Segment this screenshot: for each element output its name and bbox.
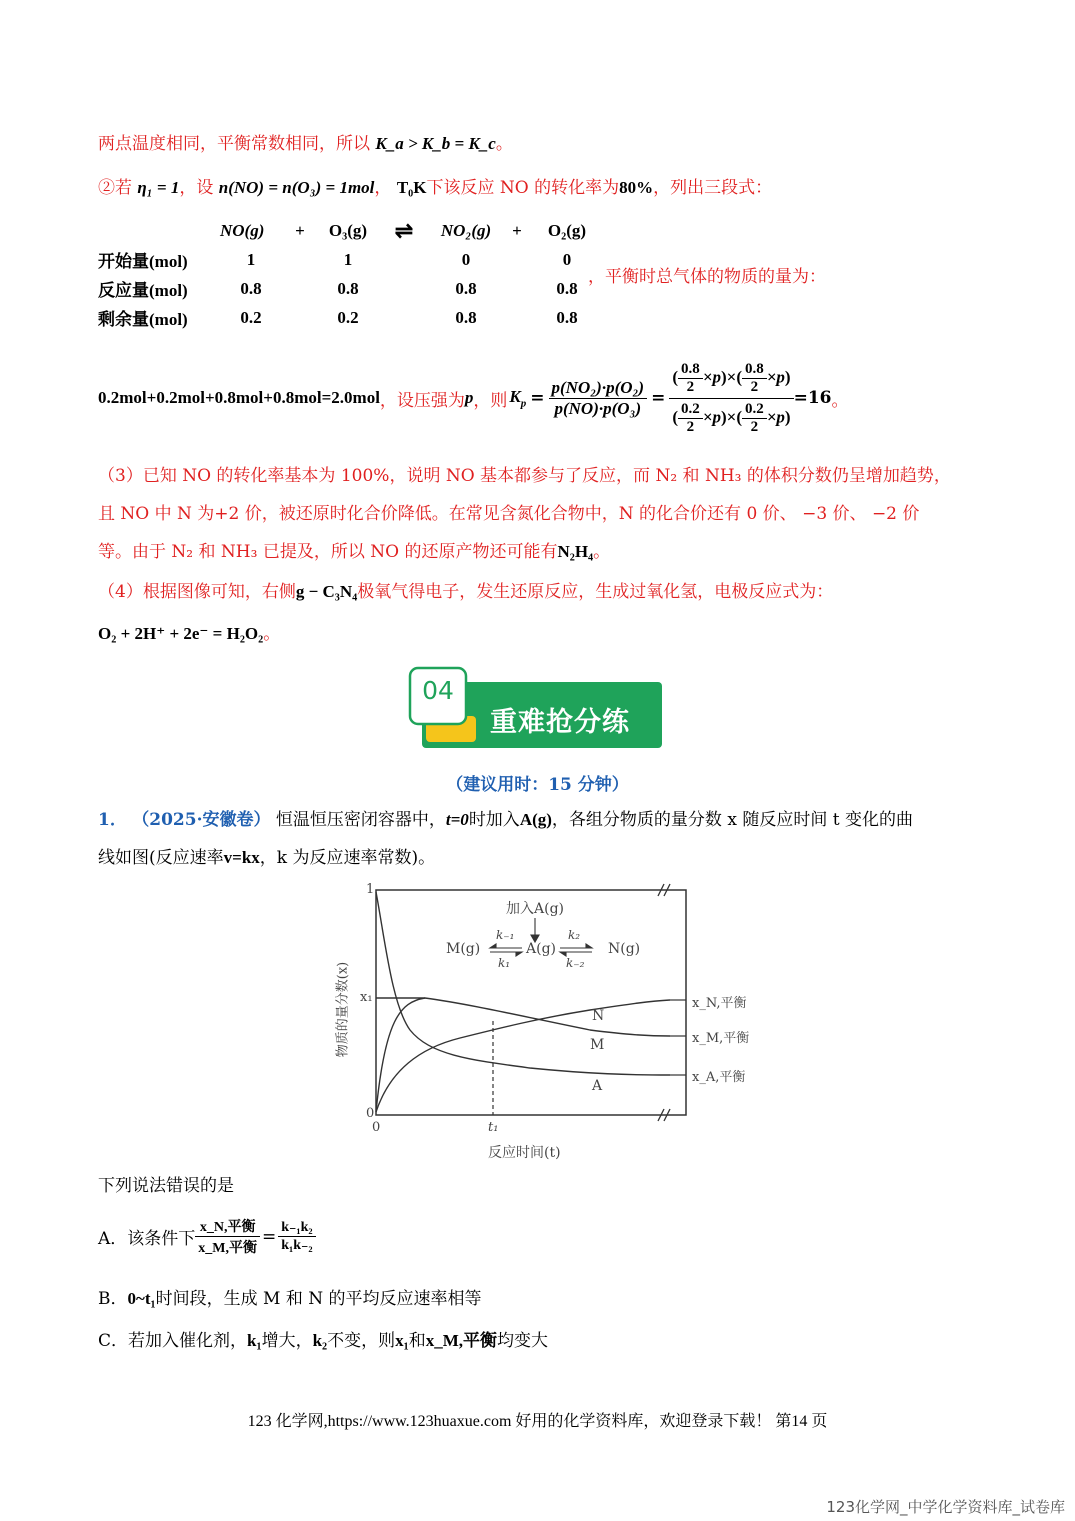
gc3n4: g − C₃N₄ [295,582,358,601]
y-tick-0: 0 [366,1106,375,1121]
curve-a-line [376,892,670,1075]
curve-n-label: N [592,1008,605,1024]
question-line-1: 1． （2025·安徽卷） 恒温恒压密闭容器中，t=0时加入A(g)，各组分物质的量分数 x 随反应时间 t 变化的曲 [98,810,913,830]
k-1: k₁ [498,956,511,970]
kp-value-fraction: ( $\frac{0.8}{2}$ ×p)×( $\frac{0.8}{2}$ ×p) ( $\frac{0.2}{2}$ ×p)×( $\frac{0.2}{2}$ ×p) [669,359,793,438]
para4-line1: （4）根据图像可知，右侧g − C₃N₄极氧气得电子，发生还原反应，生成过氧化氢，电极反应式为： [98,582,834,602]
equilibrium-arrow: ⇌ [394,217,414,243]
question-source: （2025·安徽卷） [132,810,271,830]
sum-expr: 0.2mol+0.2mol+0.8mol+0.8mol=2.0mol [98,388,380,407]
y-axis-label: 物质的量分数(x) [335,961,351,1058]
para3-line2: 且 NO 中 N 为+2 价，被还原时化合价降低。在常见含氮化合物中，N 的化合价还有 0 价、 −3 价、 −2 价 [98,504,920,524]
conversion-pct: 80% [619,178,654,197]
question-line-2: 线如图(反应速率v=kx，k 为反应速率常数)。 [98,848,436,868]
kp-equation: 0.2mol+0.2mol+0.8mol+0.8mol=2.0mol ，设压强为 p ，则 $K_p$ = $\frac{\text{p(NO₂)·p(O₂)}}{\text{p(NO)·p(O₃)}}$ = ( $\frac{0.8}{2}$ ×p)×( $\frac{0.8}{2}$ ×p) ( $\frac{0.2}{2}$ ×p)×( $\frac{0.2}{2}$ ×p) =16 。 [98,346,849,450]
kinetics-figure [330,880,750,1170]
table-side-note: ，平衡时总气体的物质的量为： [588,267,826,287]
kinetics-plot [330,880,750,1170]
scheme-m: M(g) [446,941,481,957]
n-expr: n(NO) = n(O₃) = 1mol [218,178,375,197]
scheme-a: A(g) [526,941,556,957]
kp-result: =16 [793,388,832,408]
eq-n-label: x_N,平衡 [692,996,747,1011]
x-tick-t1: t₁ [488,1120,499,1135]
tbl-h-no2: NO₂(g) [440,220,492,240]
kp-fraction: $\frac{\text{p(NO₂)·p(O₂)}}{\text{p(NO)·p(O₃)}}$ [549,378,648,419]
n2h4: N₂H₄ [557,542,594,561]
site-watermark: 123化学网_中学化学资料库_试卷库 [826,1498,1065,1516]
k-relation-expr: K_a > K_b = K_c [375,134,496,153]
para3-line1: （3）已知 NO 的转化率基本为 100%，说明 NO 基本都参与了反应，而 N₂ 和 NH₃ 的体积分数仍呈增加趋势， [98,466,951,486]
page-footer: 123 化学网,https://www.123huaxue.com 好用的化学资料库，欢迎登录下载！ 第14 页 [247,1413,828,1430]
curve-a-label: A [592,1078,603,1094]
curve-m-label: M [590,1037,605,1053]
tbl-h-o2: O₂(g) [547,220,587,240]
y-tick-1: 1 [366,882,375,897]
para4-equation: O₂ + 2H⁺ + 2e⁻ = H₂O₂。 [98,624,281,644]
option-c[interactable]: C．若加入催化剂，k₁增大，k₂不变，则x₁和x_M,平衡均变大 [98,1331,549,1351]
table-row: 反应量(mol) 0.8 0.8 0.8 0.8 [98,278,578,300]
table-row: 开始量(mol) 1 1 0 0 [98,249,572,271]
section-number: 04 [422,676,454,705]
k-2: k₂ [568,928,581,942]
section-title: 重难抢分练 [490,707,630,738]
suggested-time: （建议用时：15 分钟） [446,775,629,795]
table-row: 剩余量(mol) 0.2 0.2 0.8 0.8 [98,307,578,329]
three-stage-table: NO(g) + O₃(g) ⇌ NO₂(g) + O₂(g) 开始量(mol) 1 1 0 0 反应量(mol) 0.8 0.8 0.8 0.8 剩余量(mol) 0.2 0.2 0.8 0.8 [98,216,602,332]
axis-break-marks [658,884,670,1121]
tbl-h-no: NO(g) [220,220,265,240]
temp-t0k: T₀K [396,178,427,197]
tbl-h-o3: O₃(g) [328,220,368,240]
eq-a-label: x_A,平衡 [692,1070,746,1085]
y-tick-x1: x₁ [360,990,373,1005]
answer-line-2: ②若 η₁ = 1，设 n(NO) = n(O₃) = 1mol， T₀K下该反应 NO 的转化率为80%，列出三段式： [98,178,773,198]
x-tick-0: 0 [372,1120,381,1135]
electrode-equation: O₂ + 2H⁺ + 2e⁻ = H₂O₂ [98,624,264,643]
x-axis-label: 反应时间(t) [488,1145,561,1161]
k-minus1: k₋₁ [496,928,515,942]
para3-line3: 等。由于 N₂ 和 NH₃ 已提及，所以 NO 的还原产物还可能有N₂H₄。 [98,542,611,562]
eta-expr: η₁ = 1 [137,178,180,197]
section-badge [408,666,664,750]
eq-m-label: x_M,平衡 [692,1031,750,1046]
k-minus2: k₋₂ [566,956,585,970]
question-prompt: 下列说法错误的是 [98,1176,234,1196]
add-a-label: 加入A(g) [506,901,564,917]
answer-line-1-text: 两点温度相同，平衡常数相同，所以 [98,134,370,154]
question-number: 1． [98,810,127,830]
option-a[interactable]: A．该条件下 $\frac{\text{x\_N,平衡}}{\text{x\_M,平衡}}$ = $\frac{\text{k₋₁k₂}}{\text{k₁k₋₂}}$ [98,1216,316,1257]
option-b[interactable]: B．0~t₁时间段，生成 M 和 N 的平均反应速率相等 [98,1289,482,1309]
scheme-n: N(g) [608,941,641,957]
answer-line-1: 两点温度相同，平衡常数相同，所以 K_a > K_b = K_c。 [98,134,513,154]
